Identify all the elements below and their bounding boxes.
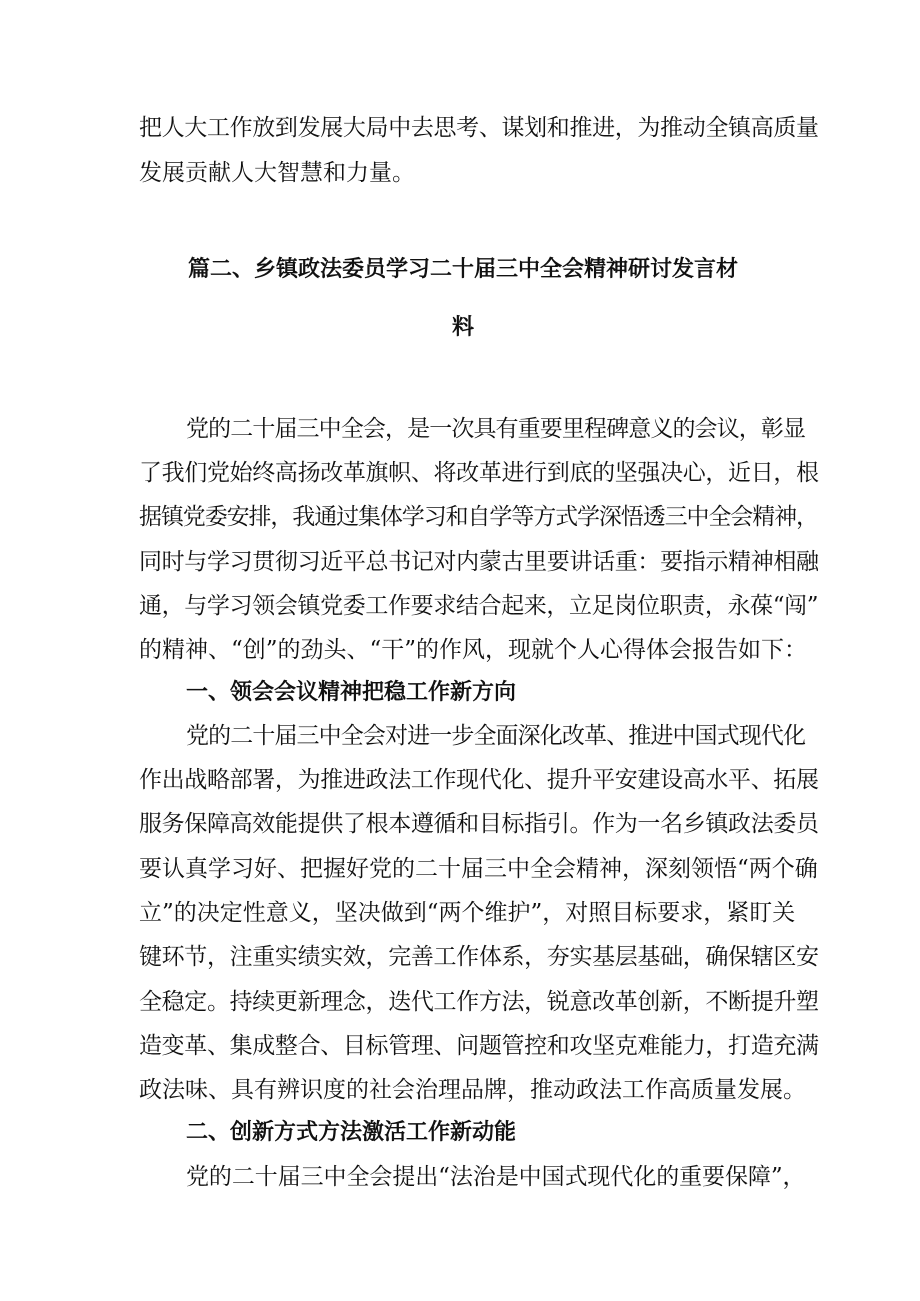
para1-line-3: 据镇党委安排，我通过集体学习和自学等方式学深悟透三中全会精神，	[139, 504, 818, 530]
heading-2: 二、创新方式方法激活工作新动能	[186, 1120, 517, 1145]
para1-line-2: 了我们党始终高扬改革旗帜、将改革进行到底的坚强决心，近日，根	[139, 460, 819, 486]
intro-line-1: 把人大工作放到发展大局中去思考、谋划和推进，为推动全镇高质量	[139, 115, 819, 141]
para2-line-3: 服务保障高效能提供了根本遵循和目标指引。作为一名乡镇政法委员	[139, 811, 819, 837]
para1-line-1: 党的二十届三中全会，是一次具有重要里程碑意义的会议，彰显	[186, 416, 806, 442]
para3-line-1: 党的二十届三中全会提出“法治是中国式现代化的重要保障”，	[186, 1164, 806, 1190]
para1-line-6: 的精神、“创”的劲头、“干”的作风，现就个人心得体会报告如下：	[139, 637, 808, 663]
para2-line-1: 党的二十届三中全会对进一步全面深化改革、推进中国式现代化	[186, 723, 806, 749]
section-title-line-2: 料	[452, 315, 475, 340]
intro-line-2: 发展贡献人大智慧和力量。	[139, 160, 415, 186]
para2-line-5: 立”的决定性意义，坚决做到“两个维护”，对照目标要求，紧盯关	[139, 900, 796, 926]
section-title-line-1: 篇二、乡镇政法委员学习二十届三中全会精神研讨发言材	[188, 257, 739, 282]
para2-line-6: 键环节，注重实绩实效，完善工作体系，夯实基层基础，确保辖区安	[139, 944, 819, 970]
heading-1: 一、领会会议精神把稳工作新方向	[186, 680, 517, 705]
para2-line-4: 要认真学习好、把握好党的二十届三中全会精神，深刻领悟“两个确	[139, 856, 818, 882]
para1-line-4: 同时与学习贯彻习近平总书记对内蒙古里要讲话重：要指示精神相融	[139, 549, 819, 575]
para2-line-9: 政法味、具有辨识度的社会治理品牌，推动政法工作高质量发展。	[139, 1077, 806, 1103]
para2-line-8: 造变革、集成整合、目标管理、问题管控和攻坚克难能力，打造充满	[139, 1033, 819, 1059]
para1-line-5: 通，与学习领会镇党委工作要求结合起来，立足岗位职责，永葆“闯”	[139, 593, 819, 619]
para2-line-7: 全稳定。持续更新理念，迭代工作方法，锐意改革创新，不断提升塑	[139, 989, 819, 1015]
para2-line-2: 作出战略部署，为推进政法工作现代化、提升平安建设高水平、拓展	[139, 767, 819, 793]
